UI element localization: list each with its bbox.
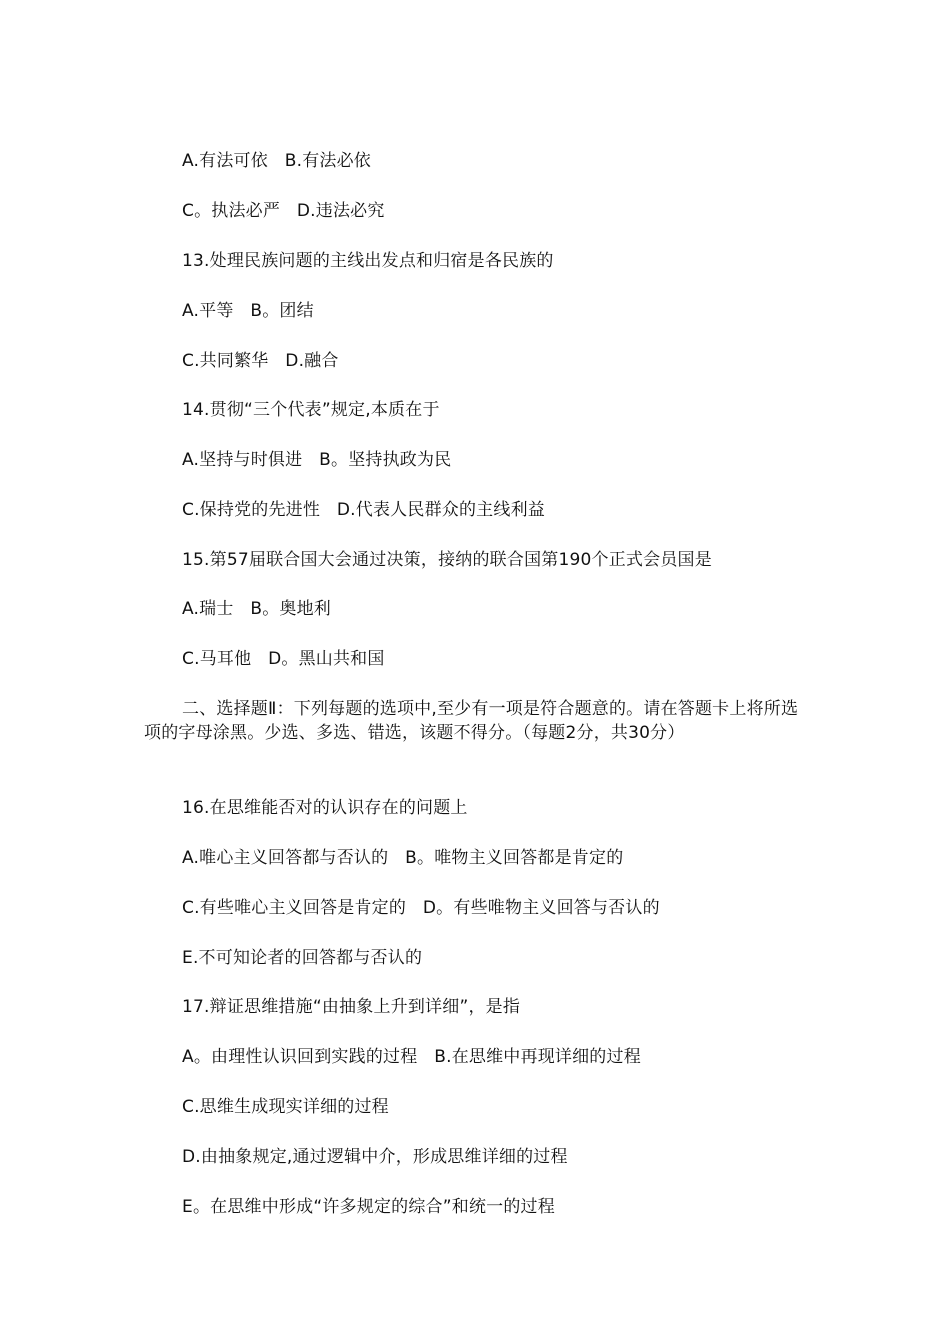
question-17: 17.辩证思维措施“由抽象上升到详细”，是指 — [182, 997, 521, 1017]
q12-options-ab: A.有法可依 B.有法必依 — [182, 151, 372, 171]
q16-options-ab: A.唯心主义回答都与否认的 B。唯物主义回答都是肯定的 — [182, 848, 624, 868]
q17-option-e: E。在思维中形成“许多规定的综合”和统一的过程 — [182, 1197, 555, 1217]
question-13: 13.处理民族问题的主线出发点和归宿是各民族的 — [182, 251, 554, 271]
q15-options-ab: A.瑞士 B。奥地利 — [182, 599, 332, 619]
q14-options-cd: C.保持党的先进性 D.代表人民群众的主线利益 — [182, 500, 545, 520]
q15-options-cd: C.马耳他 D。黑山共和国 — [182, 649, 385, 669]
q14-options-ab: A.坚持与时俱进 B。坚持执政为民 — [182, 450, 452, 470]
q16-option-e: E.不可知论者的回答都与否认的 — [182, 948, 423, 968]
section-2-instructions: 二、选择题Ⅱ：下列每题的选项中,至少有一项是符合题意的。请在答题卡上将所选项的字母涂黑。少选、多选、错选，该题不得分。（每题2分，共30分） — [144, 699, 799, 743]
q17-options-ab: A。由理性认识回到实践的过程 B.在思维中再现详细的过程 — [182, 1047, 641, 1067]
q13-options-ab: A.平等 B。团结 — [182, 301, 314, 321]
question-15: 15.第57届联合国大会通过决策，接纳的联合国第190个正式会员国是 — [182, 550, 712, 570]
question-14: 14.贯彻“三个代表”规定,本质在于 — [182, 400, 440, 420]
q17-option-d: D.由抽象规定,通过逻辑中介，形成思维详细的过程 — [182, 1147, 568, 1167]
q16-options-cd: C.有些唯心主义回答是肯定的 D。有些唯物主义回答与否认的 — [182, 898, 660, 918]
q13-options-cd: C.共同繁华 D.融合 — [182, 351, 339, 371]
q12-options-cd: C。执法必严 D.违法必究 — [182, 201, 385, 221]
q17-option-c: C.思维生成现实详细的过程 — [182, 1097, 389, 1117]
question-16: 16.在思维能否对的认识存在的问题上 — [182, 798, 468, 818]
